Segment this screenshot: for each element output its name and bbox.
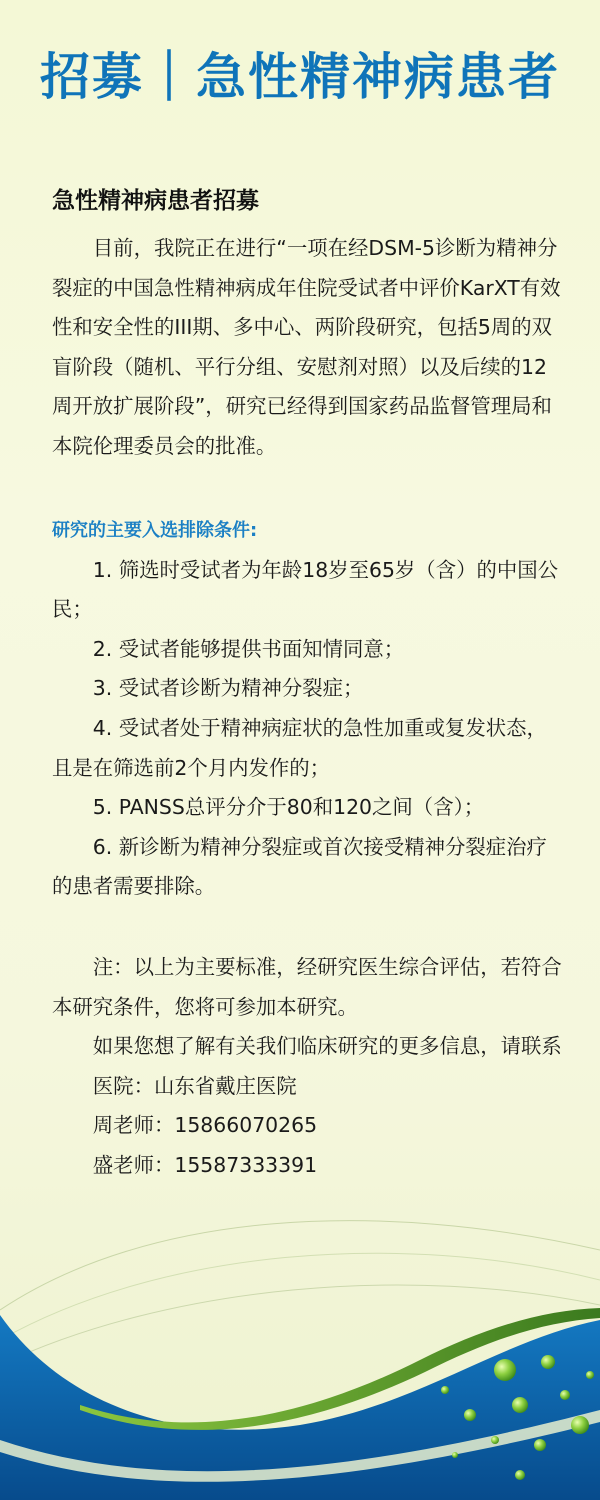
criteria-item-1: 1. 筛选时受试者为年龄18岁至65岁（含）的中国公民； [52,557,559,622]
hospital-line: 医院：山东省戴庄医院 [92,1073,297,1098]
criteria-item-5: 5. PANSS总评分介于80和120之间（含）； [92,795,485,820]
criteria-item-4: 4. 受试者处于精神病症状的急性加重或复发状态，且是在筛选前2个月内发作的； [52,715,547,780]
note-paragraph: 注：以上为主要标准，经研究医生综合评估，若符合本研究条件，您将可参加本研究。 [52,954,562,1019]
teacher-zhou-contact: 周老师：15866070265 [92,1113,318,1138]
wave-decoration [0,1190,600,1500]
intro-paragraph: 目前，我院正在进行“一项在经DSM-5诊断为精神分裂症的中国急性精神病成年住院受试者中评价KarXT有效性和安全性的III期、多中心、两阶段研究，包括5周的双盲阶段（随机、平行分组、安慰剂对照）以及后续的12周开放扩展阶段”，研究已经得到国家药品监督管理局和本院伦理委员会的批准。 [52,236,561,458]
recruitment-heading: 急性精神病患者招募 [52,188,259,214]
contact-intro: 如果您想了解有关我们临床研究的更多信息，请联系 [92,1034,562,1059]
main-content [52,190,562,1185]
criteria-item-6: 6. 新诊断为精神分裂症或首次接受精神分裂症治疗的患者需要排除。 [52,834,547,899]
criteria-heading: 研究的主要入选排除条件: [52,519,258,541]
criteria-item-2: 2. 受试者能够提供书面知情同意； [92,636,405,661]
criteria-item-3: 3. 受试者诊断为精神分裂症； [92,676,364,701]
banner-title: 招募｜急性精神病患者 [40,48,560,106]
teacher-sheng-contact: 盛老师：15587333391 [92,1152,318,1177]
